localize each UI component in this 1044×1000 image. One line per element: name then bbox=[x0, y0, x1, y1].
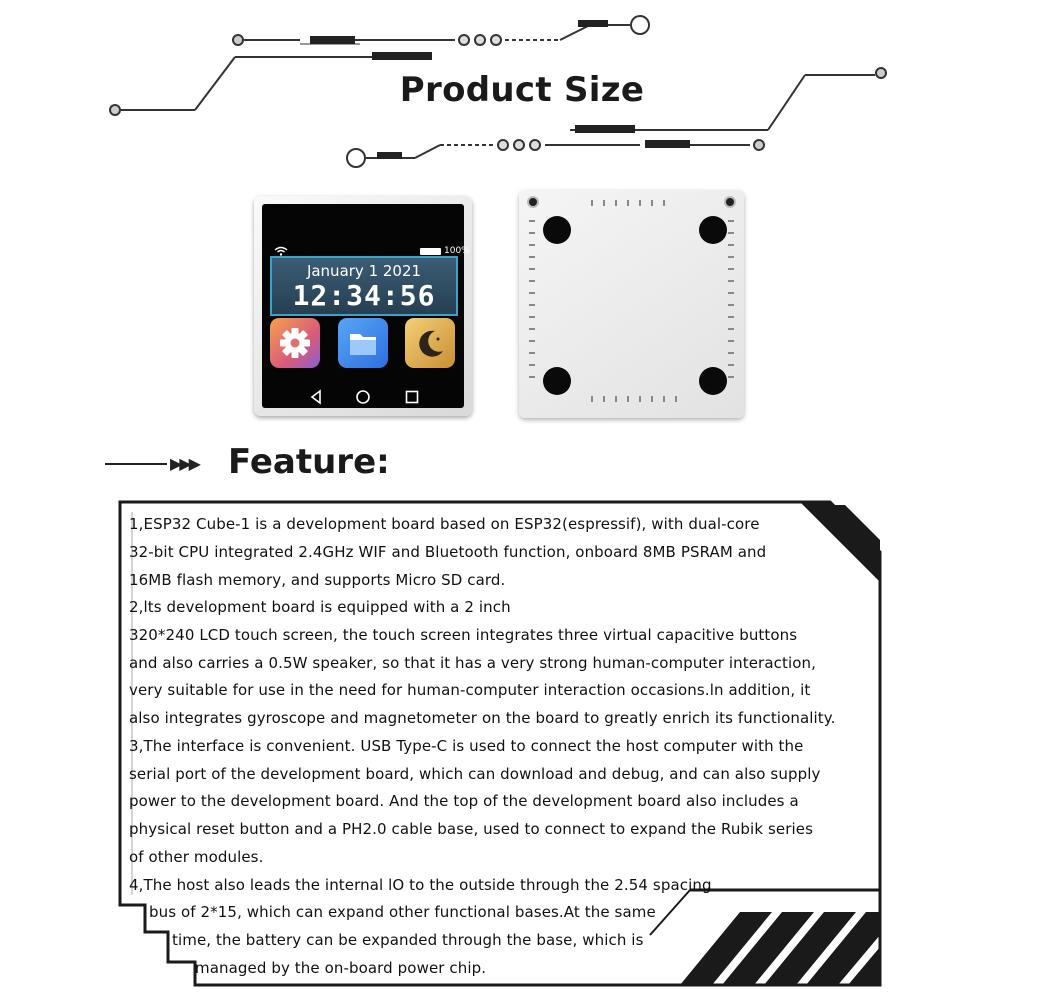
paragraph-line: serial port of the development board, which can download and debug, and can also supply bbox=[129, 765, 821, 783]
paragraph-line: 32-bit CPU integrated 2.4GHz WIF and Bluetooth function, onboard 8MB PSRAM and bbox=[129, 543, 767, 561]
heading-arrows: ▶▶▶ bbox=[170, 454, 198, 473]
paragraph-line: 1,ESP32 Cube-1 is a development board based on ESP32(espressif), with dual-core bbox=[129, 515, 760, 533]
paragraph-line: bus of 2*15, which can expand other functional bases.At the same bbox=[149, 903, 656, 921]
paragraph-line: 16MB flash memory, and supports Micro SD card. bbox=[129, 571, 506, 589]
paragraph-line: time, the battery can be expanded through the base, which is bbox=[172, 931, 644, 949]
clock-date: January 1 2021 bbox=[306, 262, 422, 280]
paragraph-line: of other modules. bbox=[129, 848, 264, 866]
feature-heading: Feature: bbox=[228, 442, 390, 482]
paragraph-line: power to the development board. And the top of the development board also includes a bbox=[129, 792, 799, 810]
paragraph-line: and also carries a 0.5W speaker, so that it has a very strong human-computer interaction, bbox=[129, 654, 816, 672]
clock-time: 12:34:56 bbox=[292, 279, 436, 312]
paragraph-line: 3,The interface is convenient. USB Type-C is used to connect the host computer with the bbox=[129, 737, 804, 755]
paragraph-line: very suitable for use in the need for human-computer interaction occasions.ln addition, it bbox=[129, 681, 811, 699]
paragraph-line: also integrates gyroscope and magnetometer on the board to greatly enrich its functionality. bbox=[129, 709, 836, 727]
paragraph-line: 320*240 LCD touch screen, the touch screen integrates three virtual capacitive buttons bbox=[129, 626, 798, 644]
page-title: Product Size bbox=[399, 70, 645, 110]
paragraph-line: managed by the on-board power chip. bbox=[195, 959, 487, 977]
paragraph-line: physical reset button and a PH2.0 cable base, used to connect to expand the Rubik series bbox=[129, 820, 813, 838]
paragraph-line: 2,lts development board is equipped with a 2 inch bbox=[129, 598, 511, 616]
paragraph-line: 4,The host also leads the internal lO to the outside through the 2.54 spacing bbox=[129, 876, 712, 894]
battery-level: 100% bbox=[444, 246, 470, 256]
